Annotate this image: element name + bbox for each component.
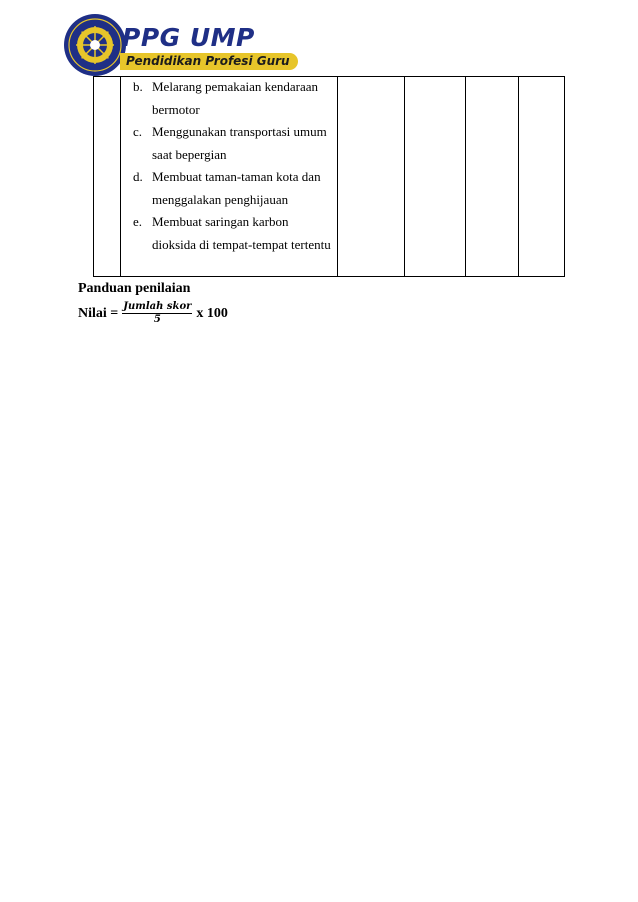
university-seal-logo bbox=[62, 12, 128, 78]
option-text: Membuat taman-taman kota dan menggalakan penghijauan bbox=[152, 169, 321, 207]
option-text: Menggunakan transportasi umum saat bepergian bbox=[152, 124, 327, 162]
option-text: Membuat saringan karbon dioksida di tempat-tempat tertentu bbox=[152, 214, 331, 252]
answer-option bbox=[133, 166, 333, 211]
formula-denominator: 5 bbox=[153, 314, 161, 325]
option-text: Melarang pemakaian kendaraan bermotor bbox=[152, 79, 319, 117]
table-row bbox=[94, 77, 565, 277]
page-header bbox=[62, 12, 290, 78]
answer-option bbox=[133, 121, 333, 166]
answer-option bbox=[133, 211, 333, 256]
formula-fraction bbox=[122, 301, 192, 326]
option-letter: c. bbox=[133, 124, 143, 139]
option-letter: b. bbox=[133, 79, 143, 94]
table-cell-number bbox=[94, 77, 121, 277]
brand-subtitle: Pendidikan Profesi Guru bbox=[120, 53, 298, 70]
brand-title: PPG UMP bbox=[122, 23, 255, 52]
guide-title: Panduan penilaian bbox=[78, 281, 191, 296]
formula-label: Nilai = bbox=[78, 305, 119, 321]
assessment-table bbox=[93, 76, 565, 277]
brand bbox=[120, 24, 298, 70]
formula-numerator: Jumlah skor bbox=[123, 301, 192, 312]
answer-option bbox=[133, 76, 333, 121]
score-cell bbox=[405, 77, 466, 277]
score-cell bbox=[519, 77, 565, 277]
score-cell bbox=[466, 77, 519, 277]
table-cell-items bbox=[121, 77, 338, 277]
answer-option-list bbox=[133, 76, 333, 256]
formula-multiplier: x 100 bbox=[196, 305, 228, 321]
score-cell bbox=[338, 77, 405, 277]
option-letter: d. bbox=[133, 169, 143, 184]
score-formula bbox=[78, 301, 228, 326]
option-letter: e. bbox=[133, 214, 143, 229]
